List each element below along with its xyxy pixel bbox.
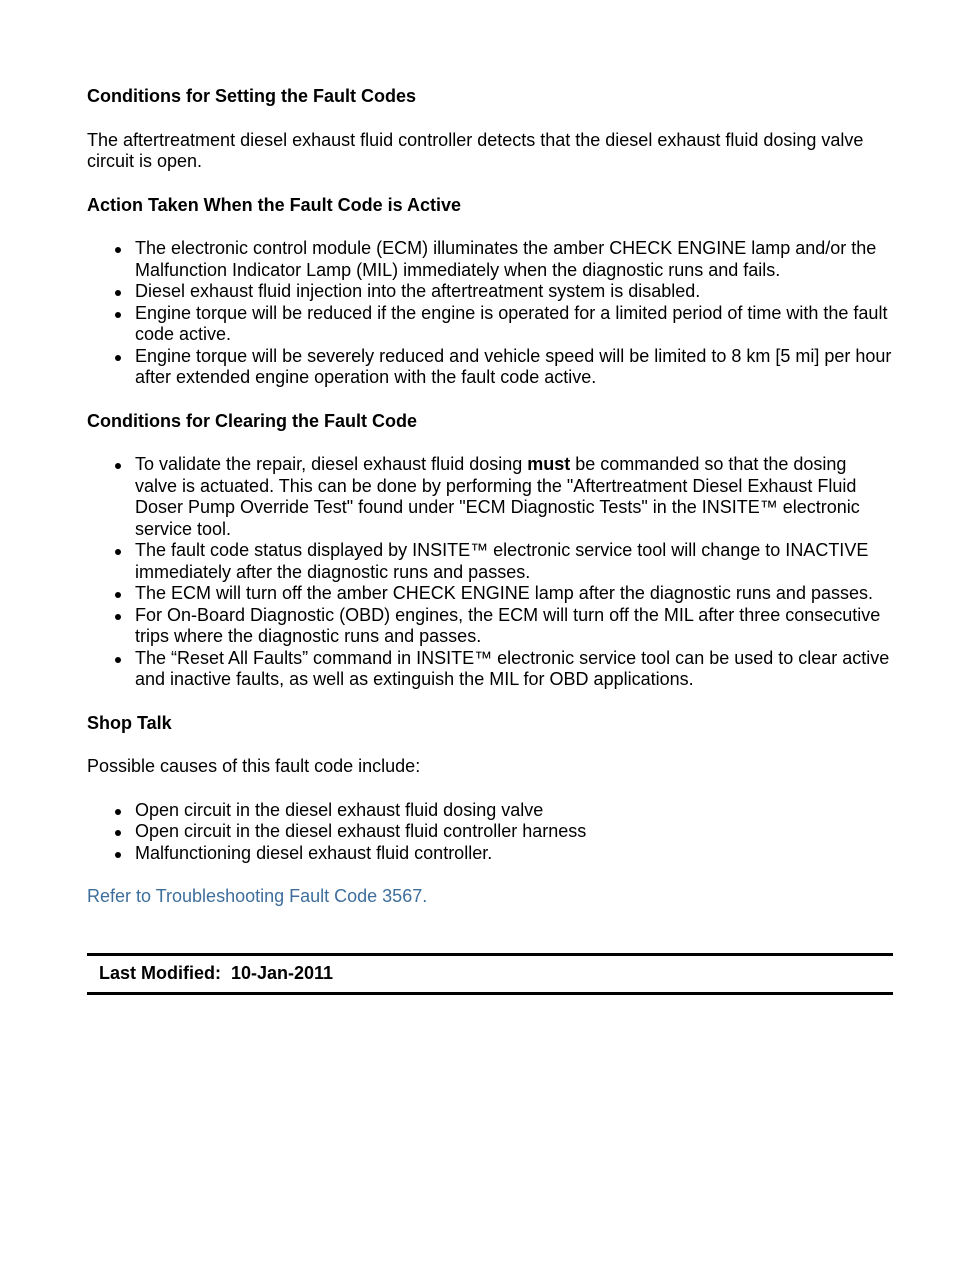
bullet-icon [115, 463, 121, 469]
bullet-icon [115, 312, 121, 318]
troubleshooting-link[interactable]: Refer to Troubleshooting Fault Code 3567. [87, 886, 428, 906]
list-item [87, 540, 893, 583]
list-item [87, 238, 893, 281]
section-heading-clearing: Conditions for Clearing the Fault Code [87, 410, 417, 431]
bullet-icon [115, 830, 121, 836]
list-item [87, 583, 893, 605]
list-item [87, 605, 893, 648]
list-item [87, 281, 893, 303]
list-item-text: The fault code status displayed by INSITE™ electronic service tool will change to INACTIVE immediately after the diagnostic runs and passes. [135, 540, 869, 582]
list-item-text: The electronic control module (ECM) illuminates the amber CHECK ENGINE lamp and/or the Malfunction Indicator Lamp (MIL) immediately when the diagnostic runs and fails. [135, 238, 877, 280]
list-item [87, 821, 893, 843]
clearing-list [87, 454, 893, 691]
section-heading-action: Action Taken When the Fault Code is Active [87, 194, 462, 215]
bullet-icon [115, 247, 121, 253]
list-item-text: Diesel exhaust fluid injection into the aftertreatment system is disabled. [135, 281, 701, 301]
list-item [87, 303, 893, 346]
list-item [87, 843, 893, 865]
bullet-icon [115, 355, 121, 361]
list-item-text-part: To validate the repair, diesel exhaust fluid dosing [135, 454, 528, 474]
emphasis-text: must [527, 454, 571, 474]
list-item-text-part: be commanded so that the dosing valve is actuated. This can be done by performing the "Aftertreatment Diesel Exhaust Fluid Doser Pump Override Test" found under "ECM Diagnostic Tests" in the INSITE™ electronic service tool. [135, 454, 860, 539]
footer-bar [87, 953, 893, 995]
list-item-text: For On-Board Diagnostic (OBD) engines, the ECM will turn off the MIL after three consecutive trips where the diagnostic runs and passes. [135, 604, 881, 646]
list-item-text: Malfunctioning diesel exhaust fluid controller. [135, 842, 493, 863]
list-item-text: Open circuit in the diesel exhaust fluid dosing valve [135, 799, 544, 820]
list-item-text: Engine torque will be reduced if the engine is operated for a limited period of time with the fault code active. [135, 302, 888, 344]
shop-talk-intro: Possible causes of this fault code include: [87, 756, 421, 776]
section-heading-setting: Conditions for Setting the Fault Codes [87, 86, 416, 106]
bullet-icon [115, 549, 121, 555]
list-item-text: Engine torque will be severely reduced and vehicle speed will be limited to 8 km [5 mi] per hour after extended engine operation with the fault code active. [135, 345, 892, 387]
document-body [87, 86, 893, 908]
list-item [87, 454, 893, 540]
section-heading-shop-talk: Shop Talk [87, 712, 172, 733]
bullet-icon [115, 592, 121, 598]
causes-list [87, 800, 893, 865]
list-item [87, 346, 893, 389]
list-item-text: The ECM will turn off the amber CHECK ENGINE lamp after the diagnostic runs and passes. [135, 583, 873, 603]
bullet-icon [115, 657, 121, 663]
list-item [87, 800, 893, 822]
bullet-icon [115, 809, 121, 815]
setting-description: The aftertreatment diesel exhaust fluid controller detects that the diesel exhaust fluid dosing valve circuit is open. [87, 129, 864, 171]
list-item [87, 648, 893, 691]
action-list [87, 238, 893, 389]
last-modified-label: Last Modified: 10-Jan-2011 [99, 963, 334, 983]
bullet-icon [115, 852, 121, 858]
list-item-text: Open circuit in the diesel exhaust fluid controller harness [135, 821, 587, 841]
bullet-icon [115, 614, 121, 620]
list-item-text: The “Reset All Faults” command in INSITE™ electronic service tool can be used to clear active and inactive faults, as well as extinguish the MIL for OBD applications. [135, 647, 890, 689]
bullet-icon [115, 290, 121, 296]
